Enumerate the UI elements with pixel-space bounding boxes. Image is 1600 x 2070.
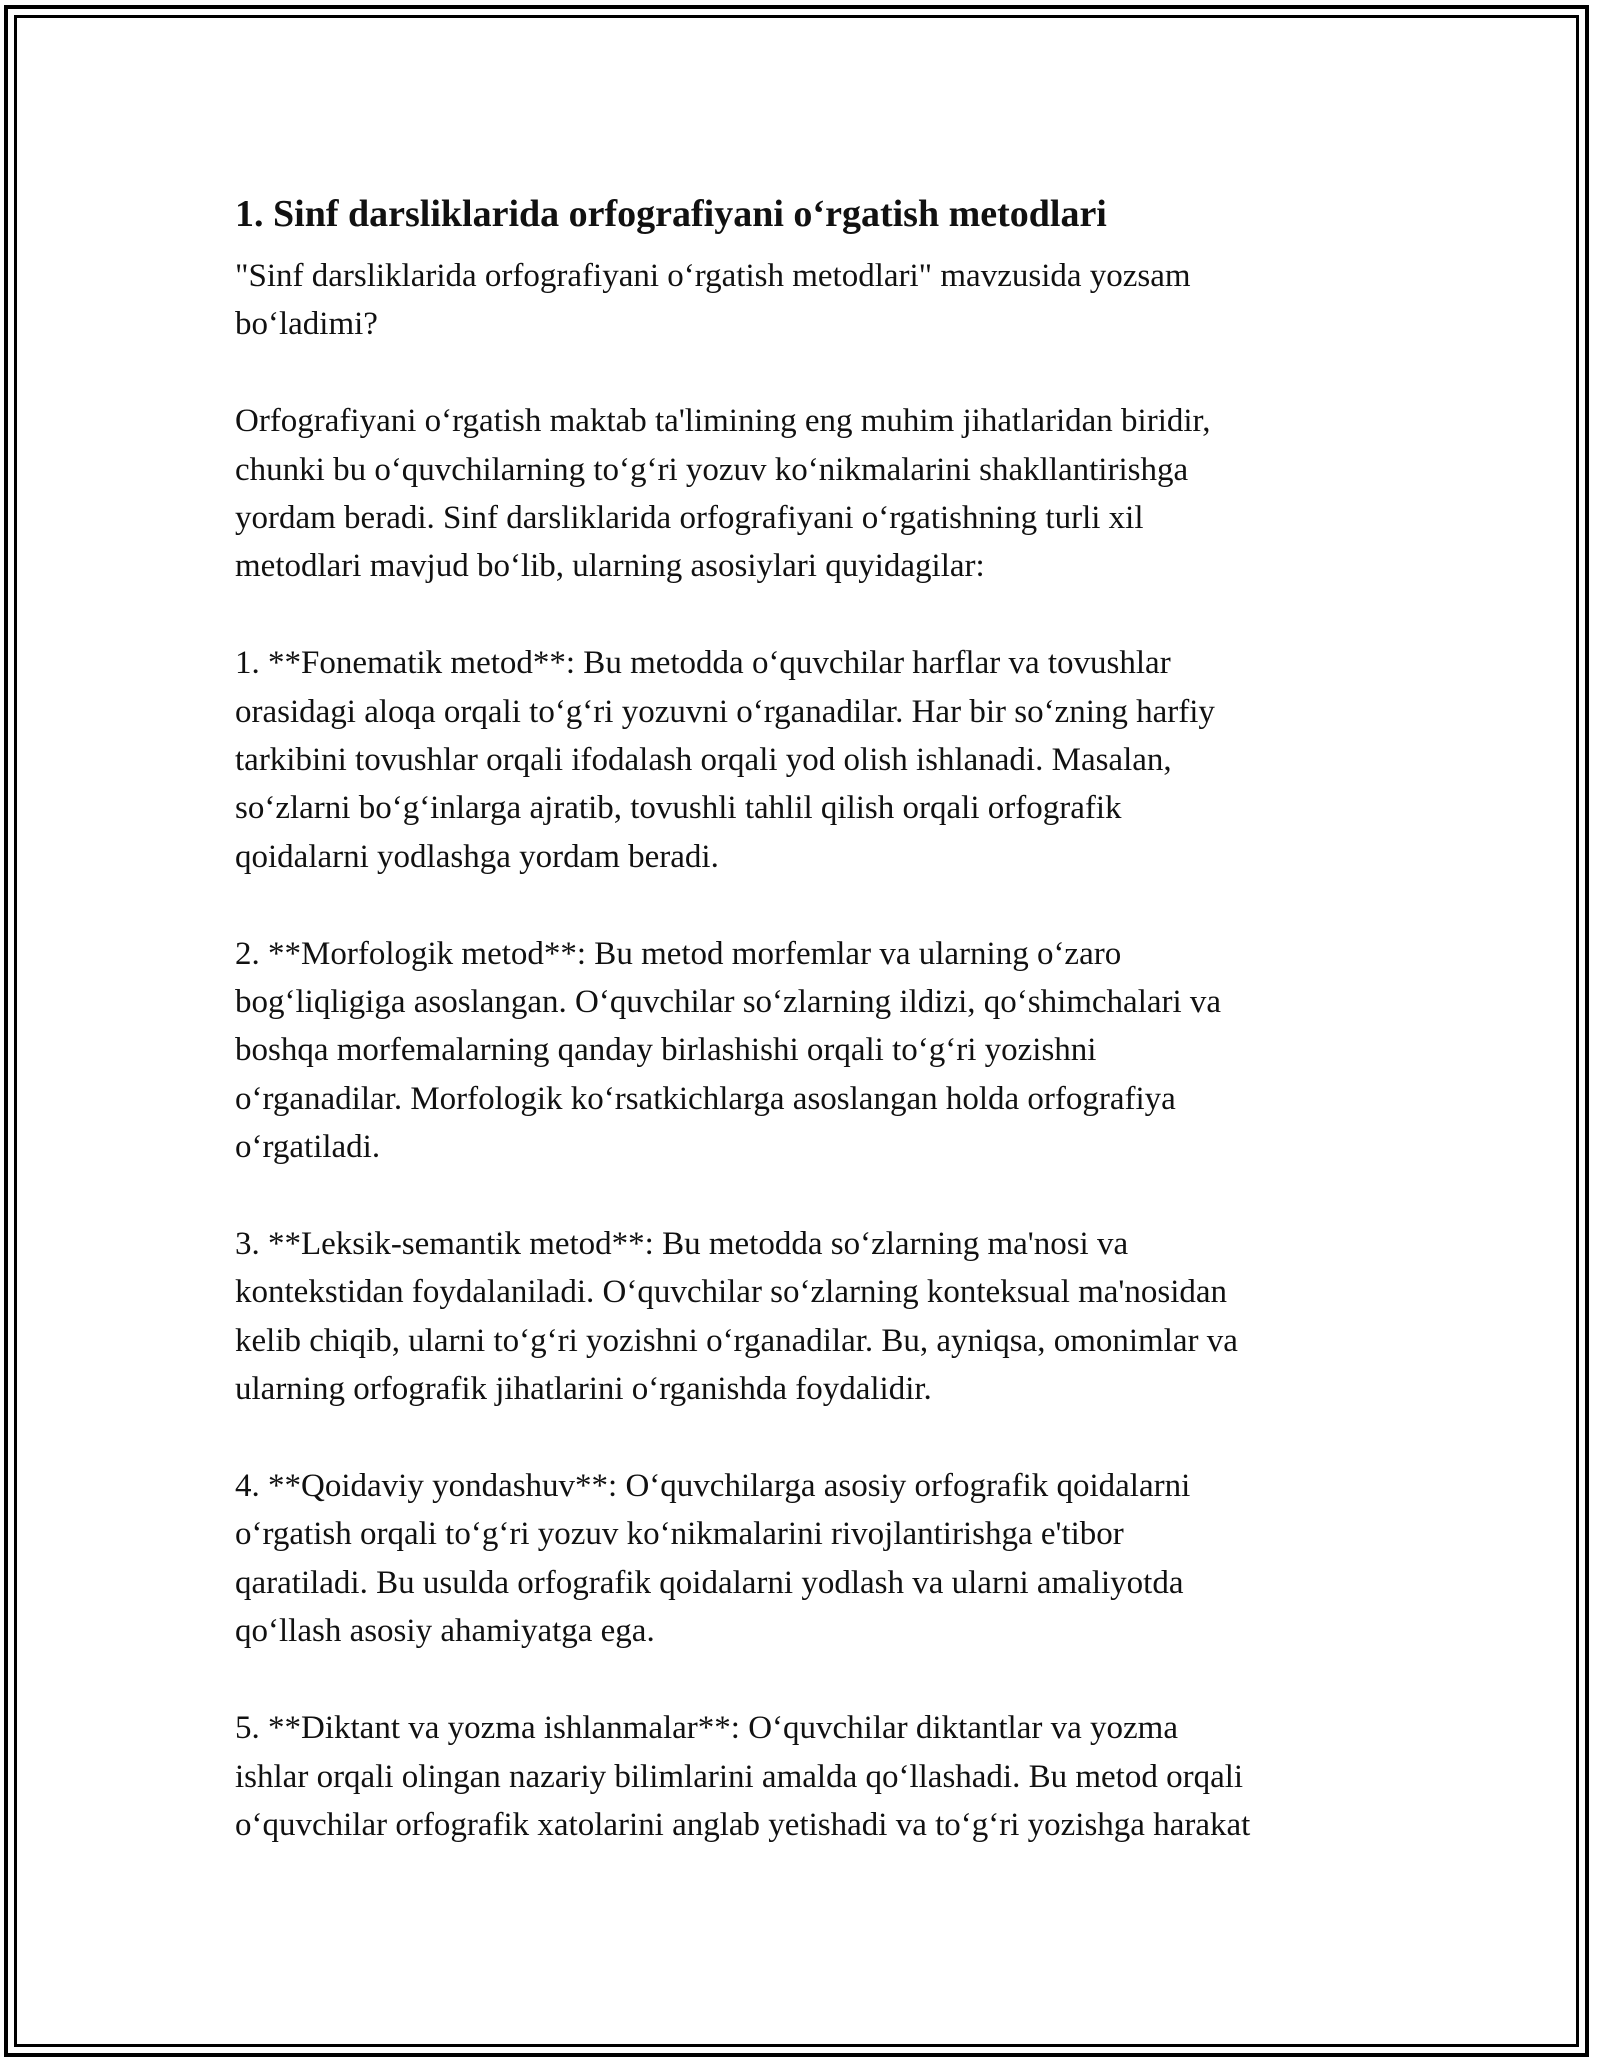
text-line: Orfografiyani o‘rgatish maktab ta'limining eng muhim jihatlaridan biridir,	[235, 403, 1211, 440]
text-line: qaratiladi. Bu usulda orfografik qoidalarni yodlash va ularni amaliyotda	[235, 1564, 1184, 1601]
text-line: yordam beradi. Sinf darsliklarida orfografiyani o‘rgatishning turli xil	[235, 500, 1144, 537]
text-line: o‘quvchilar orfografik xatolarini anglab yetishadi va to‘g‘ri yozishga harakat	[235, 1806, 1251, 1843]
text-line: o‘rgatish orqali to‘g‘ri yozuv ko‘nikmalarini rivojlantirishga e'tibor	[235, 1516, 1124, 1553]
text-line: kelib chiqib, ularni to‘g‘ri yozishni o‘rganadilar. Bu, ayniqsa, omonimlar va	[235, 1322, 1238, 1359]
text-line: 3. **Leksik-semantik metod**: Bu metodda so‘zlarning ma'nosi va	[235, 1226, 1129, 1263]
text-line: kontekstidan foydalaniladi. O‘quvchilar so‘zlarning konteksual ma'nosidan	[235, 1274, 1228, 1311]
paragraph-list	[235, 252, 1385, 1849]
text-line: boshqa morfemalarning qanday birlashishi orqali to‘g‘ri yozishni	[235, 1032, 1097, 1069]
text-line: chunki bu o‘quvchilarning to‘g‘ri yozuv ko‘nikmalarini shakllantirishga	[235, 451, 1189, 488]
text-line: tarkibini tovushlar orqali ifodalash orqali yod olish ishlanadi. Masalan,	[235, 742, 1172, 779]
paragraph	[235, 1462, 1385, 1656]
paragraph	[235, 639, 1385, 881]
paragraph	[235, 397, 1385, 591]
text-line: 4. **Qoidaviy yondashuv**: O‘quvchilarga asosiy orfografik qoidalarni	[235, 1468, 1191, 1505]
text-line: 1. **Fonematik metod**: Bu metodda o‘quvchilar harflar va tovushlar	[235, 645, 1171, 682]
paragraph	[235, 930, 1385, 1172]
text-line: "Sinf darsliklarida orfografiyani o‘rgatish metodlari" mavzusida yozsam	[235, 258, 1191, 294]
text-line: orasidagi aloqa orqali to‘g‘ri yozuvni o‘rganadilar. Har bir so‘zning harfiy	[235, 693, 1215, 730]
paragraph	[235, 1220, 1385, 1414]
paragraph	[235, 252, 1385, 349]
document-body	[235, 190, 1385, 1898]
text-line: qo‘llash asosiy ahamiyatga ega.	[235, 1613, 655, 1650]
text-line: so‘zlarni bo‘g‘inlarga ajratib, tovushli tahlil qilish orqali orfografik	[235, 790, 1122, 827]
text-line: 5. **Diktant va yozma ishlanmalar**: O‘quvchilar diktantlar va yozma	[235, 1710, 1178, 1747]
text-line: metodlari mavjud bo‘lib, ularning asosiylari quyidagilar:	[235, 548, 985, 585]
text-line: ishlar orqali olingan nazariy bilimlarini amalda qo‘llashadi. Bu metod orqali	[235, 1758, 1244, 1795]
document-title: 1. Sinf darsliklarida orfografiyani o‘rgatish metodlari	[235, 193, 1107, 235]
text-line: o‘rganadilar. Morfologik ko‘rsatkichlarga asoslangan holda orfografiya	[235, 1080, 1176, 1117]
text-line: bog‘liqligiga asoslangan. O‘quvchilar so‘zlarning ildizi, qo‘shimchalari va	[235, 984, 1222, 1021]
text-line: 2. **Morfologik metod**: Bu metod morfemlar va ularning o‘zaro	[235, 935, 1122, 972]
text-line: qoidalarni yodlashga yordam beradi.	[235, 838, 719, 875]
text-line: bo‘ladimi?	[235, 306, 378, 343]
text-line: o‘rgatiladi.	[235, 1129, 381, 1166]
paragraph	[235, 1704, 1385, 1849]
text-line: ularning orfografik jihatlarini o‘rganishda foydalidir.	[235, 1371, 932, 1408]
